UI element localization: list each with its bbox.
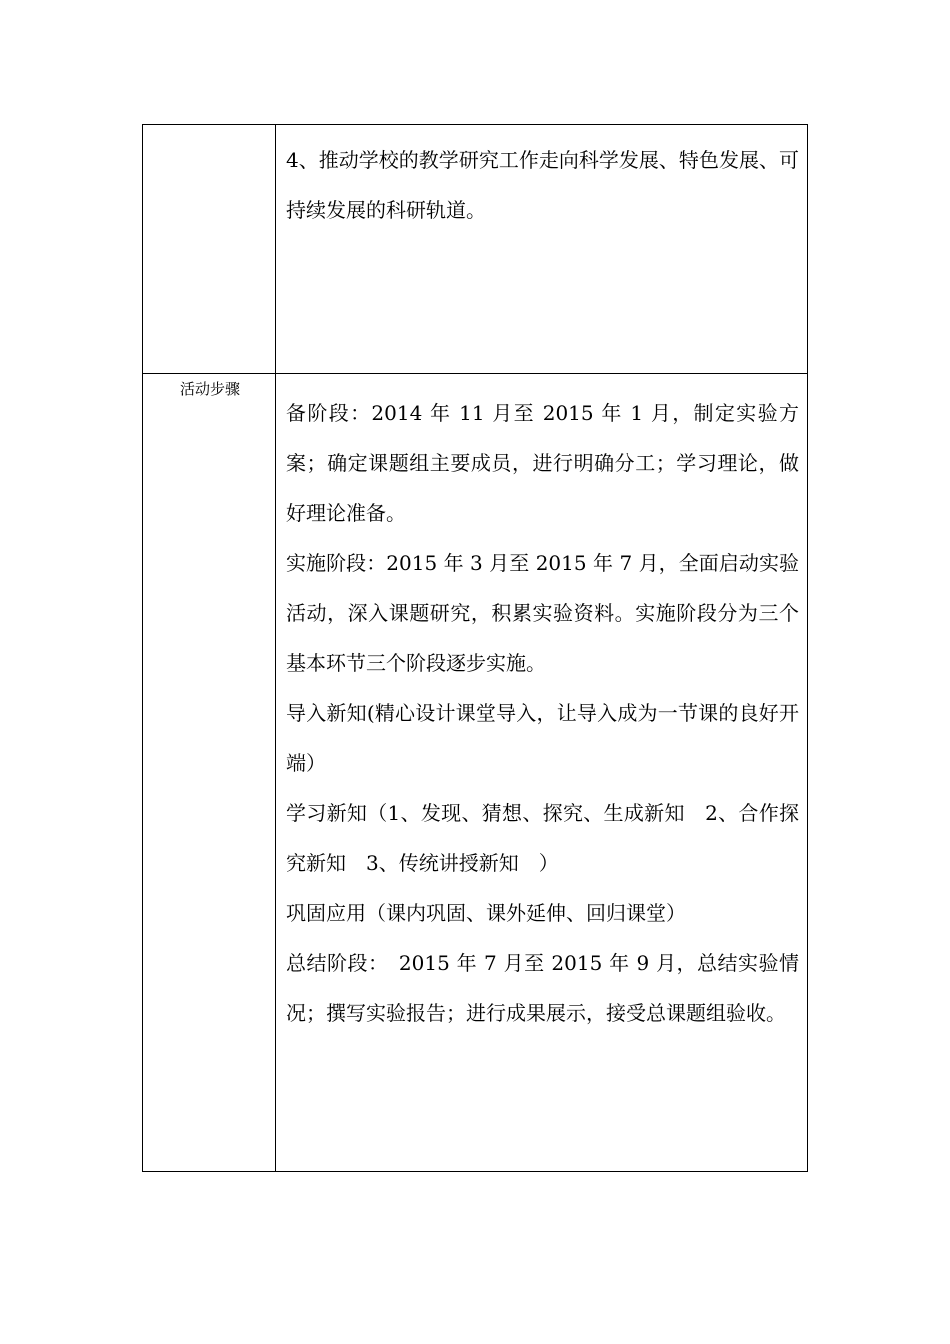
summary-stage-paragraph: 总结阶段： 2015 年 7 月至 2015 年 9 月，总结实验情况；撰写实验报告；进行成果展示，接受总课题组验收。	[286, 951, 799, 1025]
table-row-activity-steps	[143, 374, 807, 1171]
label-cell-activity-steps	[143, 374, 276, 1171]
content-cell-goals	[276, 125, 807, 373]
row-label	[143, 125, 275, 131]
activity-table	[142, 124, 808, 1172]
row-label: 活动步骤	[179, 380, 240, 398]
table-row-goals	[143, 125, 807, 374]
goal-paragraph-4: 4、推动学校的教学研究工作走向科学发展、特色发展、可持续发展的科研轨道。	[286, 148, 799, 222]
implementation-stage-paragraph: 实施阶段：2015 年 3 月至 2015 年 7 月，全面启动实验活动，深入课题研究，积累实验资料。实施阶段分为三个基本环节三个阶段逐步实施。	[286, 551, 799, 675]
preparation-stage-paragraph: 备阶段：2014 年 11 月至 2015 年 1 月，制定实验方案；确定课题组主要成员，进行明确分工；学习理论，做好理论准备。	[286, 401, 799, 525]
label-cell-empty	[143, 125, 276, 373]
consolidate-application-paragraph: 巩固应用（课内巩固、课外延伸、回归课堂）	[286, 901, 686, 925]
learn-new-knowledge-paragraph: 学习新知（1、发现、猜想、探究、生成新知 2、合作探究新知 3、传统讲授新知 ）	[286, 801, 799, 875]
content-cell-activity-steps	[276, 374, 807, 1171]
introduce-new-knowledge-paragraph: 导入新知(精心设计课堂导入，让导入成为一节课的良好开端）	[286, 701, 799, 775]
